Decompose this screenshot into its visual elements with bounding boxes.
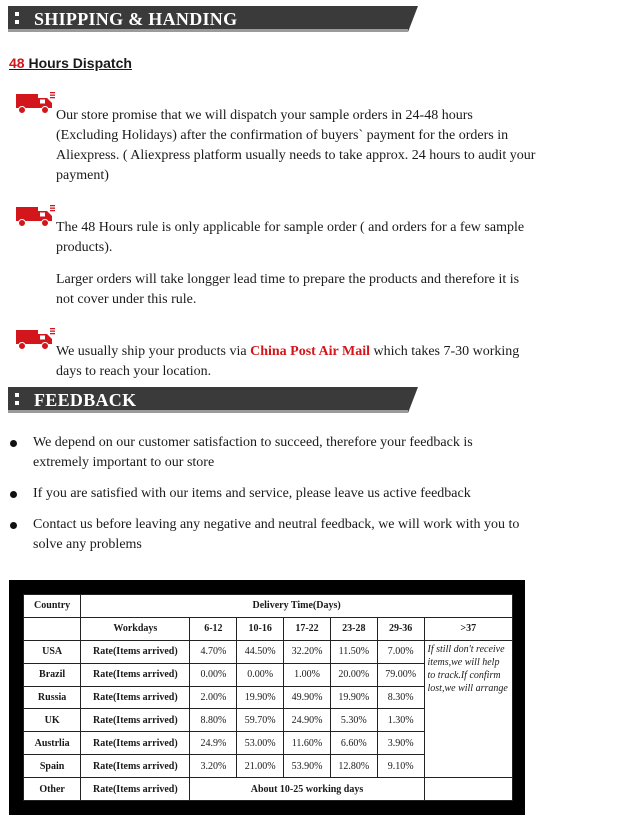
table-cell — [24, 617, 81, 640]
dots-icon — [15, 12, 19, 26]
country-header: Country — [24, 595, 81, 618]
rate-cell: 24.90% — [284, 709, 331, 732]
truck-icon — [14, 90, 56, 116]
table-row — [24, 595, 513, 618]
rate-cell: 79.00% — [377, 663, 424, 686]
shipping-carrier: China Post Air Mail — [250, 344, 370, 359]
rate-cell: 19.90% — [330, 686, 377, 709]
rate-cell: 1.30% — [377, 709, 424, 732]
other-delivery-cell: About 10-25 working days — [190, 778, 424, 801]
rate-label-cell: Rate(Items arrived) — [81, 755, 190, 778]
workdays-header: Workdays — [81, 617, 190, 640]
shipping-text-a: We usually ship your products via — [56, 344, 251, 359]
bullet-dot-icon — [10, 491, 17, 498]
rate-label-cell: Rate(Items arrived) — [81, 640, 190, 663]
bullet-dot-icon — [10, 522, 17, 529]
dispatch-heading — [9, 55, 132, 71]
truck-icon — [14, 203, 56, 229]
feedback-item-text: Contact us before leaving any negative and neutral feedback, we will work with you to solve any problems — [33, 517, 520, 552]
range-header: 29-36 — [377, 617, 424, 640]
country-cell: Spain — [24, 755, 81, 778]
rate-label-cell: Rate(Items arrived) — [81, 709, 190, 732]
bullet-dot-icon — [10, 440, 17, 447]
rate-cell: 9.10% — [377, 755, 424, 778]
range-header: 10-16 — [237, 617, 284, 640]
shipping-section-title: SHIPPING & HANDING — [34, 9, 238, 29]
rate-cell: 49.90% — [284, 686, 331, 709]
rate-label-cell: Rate(Items arrived) — [81, 732, 190, 755]
rate-cell: 53.90% — [284, 755, 331, 778]
rate-cell: 11.60% — [284, 732, 331, 755]
rate-cell: 53.00% — [237, 732, 284, 755]
rate-cell: 32.20% — [284, 640, 331, 663]
rate-cell: 19.90% — [237, 686, 284, 709]
note-cell: If still don't receive items,we will help to track.If confirm lost,we will arrange — [424, 640, 512, 777]
range-header: >37 — [424, 617, 512, 640]
country-cell: USA — [24, 640, 81, 663]
rate-cell: 3.20% — [190, 755, 237, 778]
rate-cell: 20.00% — [330, 663, 377, 686]
dispatch-paragraph-4 — [56, 342, 536, 382]
rate-cell: 0.00% — [190, 663, 237, 686]
rate-cell: 11.50% — [330, 640, 377, 663]
dots-icon — [15, 393, 19, 407]
table-row — [24, 617, 513, 640]
dispatch-heading-text: Hours Dispatch — [24, 55, 132, 71]
rate-cell: 5.30% — [330, 709, 377, 732]
rate-cell: 1.00% — [284, 663, 331, 686]
rate-cell: 2.00% — [190, 686, 237, 709]
shipping-section-banner — [8, 6, 408, 32]
rate-label-cell: Rate(Items arrived) — [81, 663, 190, 686]
rate-cell: 24.9% — [190, 732, 237, 755]
rate-cell: 8.80% — [190, 709, 237, 732]
dispatch-paragraph-1: Our store promise that we will dispatch your sample orders in 24-48 hours (Excluding Holidays) after the confirmation of buyers` payment for the orders in Aliexpress. ( Aliexpress platform usually needs to take approx. 24 hours to audit your payment) — [56, 108, 536, 183]
table-row — [24, 640, 513, 663]
feedback-item-text: If you are satisfied with our items and service, please leave us active feedback — [33, 486, 471, 501]
rate-cell: 21.00% — [237, 755, 284, 778]
rate-cell: 3.90% — [377, 732, 424, 755]
range-header: 23-28 — [330, 617, 377, 640]
rate-label-cell: Rate(Items arrived) — [81, 686, 190, 709]
delivery-time-table — [23, 594, 513, 801]
range-header: 17-22 — [284, 617, 331, 640]
dispatch-paragraph-2: The 48 Hours rule is only applicable for sample order ( and orders for a few sample products). — [56, 220, 525, 255]
country-cell: Brazil — [24, 663, 81, 686]
feedback-item-text: We depend on our customer satisfaction to succeed, therefore your feedback is extremely important to our store — [33, 435, 473, 470]
delivery-table-frame — [9, 580, 525, 815]
feedback-section-banner — [8, 387, 408, 413]
truck-icon — [14, 326, 56, 352]
rate-cell: 44.50% — [237, 640, 284, 663]
rate-cell: 59.70% — [237, 709, 284, 732]
country-cell: Austrlia — [24, 732, 81, 755]
rate-cell: 4.70% — [190, 640, 237, 663]
range-header: 6-12 — [190, 617, 237, 640]
country-cell: UK — [24, 709, 81, 732]
feedback-section-title: FEEDBACK — [34, 390, 137, 410]
rate-cell: 8.30% — [377, 686, 424, 709]
table-row — [24, 778, 513, 801]
rate-cell: 0.00% — [237, 663, 284, 686]
shipping-text-c: which takes 7-30 working days to reach your location. — [56, 344, 520, 379]
country-cell: Other — [24, 778, 81, 801]
country-cell: Russia — [24, 686, 81, 709]
table-cell — [424, 778, 512, 801]
rate-cell: 7.00% — [377, 640, 424, 663]
rate-cell: 6.60% — [330, 732, 377, 755]
rate-cell: 12.80% — [330, 755, 377, 778]
rate-label-cell: Rate(Items arrived) — [81, 778, 190, 801]
dispatch-paragraph-3: Larger orders will take longger lead time to prepare the products and therefore it is not cover under this rule. — [56, 272, 520, 307]
delivery-time-header: Delivery Time(Days) — [81, 595, 513, 618]
dispatch-heading-number: 48 — [9, 55, 25, 71]
